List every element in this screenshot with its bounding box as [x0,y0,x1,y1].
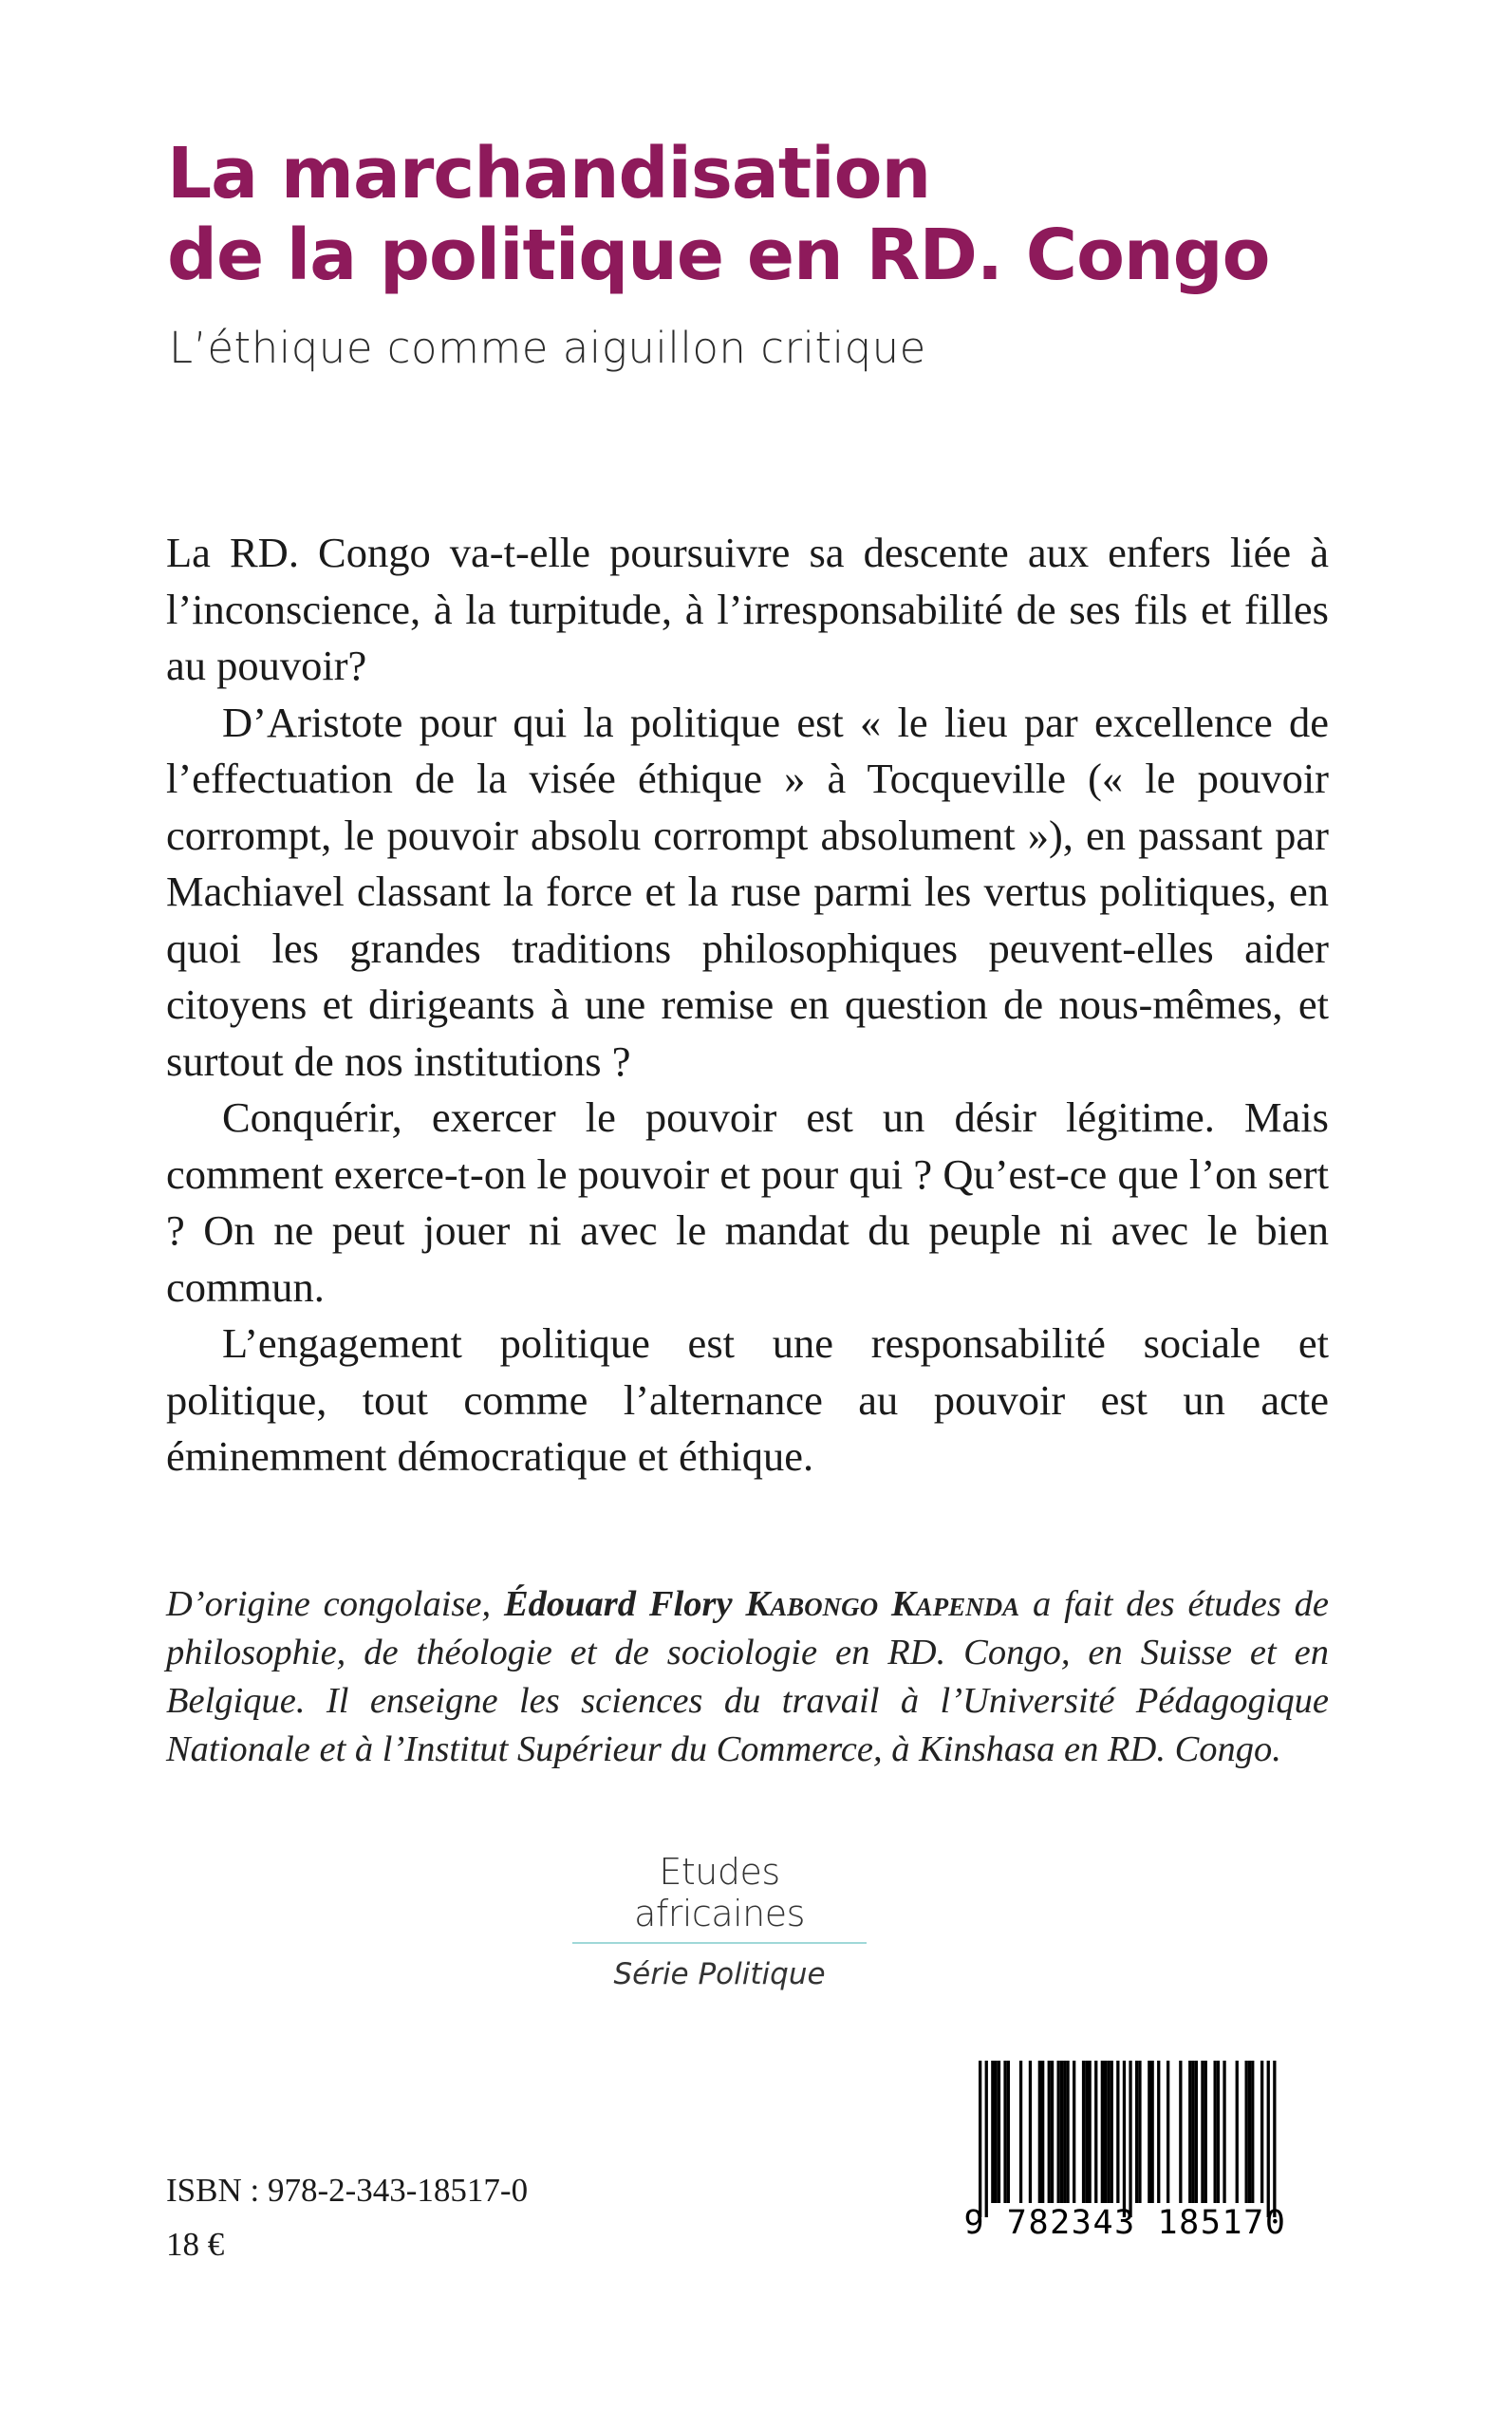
barcode [961,2061,1289,2242]
barcode-bar [1195,2061,1198,2203]
barcode-bar [991,2061,994,2203]
barcode-bar [1273,2061,1276,2217]
barcode-bar [1094,2061,1097,2203]
barcode-bar [1245,2061,1248,2203]
barcode-bar [1123,2061,1126,2217]
barcode-bar [1129,2061,1131,2217]
barcode-bar [1267,2061,1270,2217]
barcode-bar [1248,2061,1251,2203]
barcode-bar [1089,2061,1092,2203]
barcode-bar [1063,2061,1066,2203]
series-subtitle: Série Politique [613,1957,826,1991]
barcode-bar [1191,2061,1194,2203]
barcode-bar [1116,2061,1119,2203]
author-first-name: Édouard Flory [503,1584,746,1624]
barcode-bar [1019,2061,1022,2203]
blurb-paragraph-3: Conquérir, exercer le pouvoir est un désir légitime. Mais comment exerce-t-on le pouvoir et pour qui ? Qu’est-ce que l’on sert ? On ne peut jouer ni avec le mandat du peuple ni avec le bien commun. [166,1093,1329,1311]
book-title [167,133,1269,296]
barcode-bar [1057,2061,1060,2203]
barcode-bar [1201,2061,1204,2203]
series-divider [572,1942,867,1944]
barcode-bar [1217,2061,1220,2203]
barcode-bar [1066,2061,1069,2203]
series-block [572,1851,867,1991]
barcode-bar [1104,2061,1107,2203]
title-line-1: La marchandisation [167,133,931,215]
barcode-bar [1223,2061,1225,2203]
barcode-bar [1007,2061,1010,2203]
isbn: ISBN : 978-2-343-18517-0 [166,2172,529,2209]
price: 18 € [166,2226,225,2263]
barcode-bar [1214,2061,1217,2203]
barcode-bar [1082,2061,1085,2203]
barcode-bar [1179,2061,1182,2203]
barcode-bar [1003,2061,1006,2203]
blurb-paragraph-1: La RD. Congo va-t-elle poursuivre sa descente aux enfers liée à l’inconscience, à la turpitude, à l’irresponsabilité de ses fils et filles au pouvoir? [166,529,1329,689]
barcode-bar [1085,2061,1088,2203]
book-subtitle: L’éthique comme aiguillon critique [169,323,926,373]
title-line-2: de la politique en RD. Congo [167,215,1270,296]
barcode-bar [998,2061,1000,2203]
barcode-bar [1111,2061,1113,2203]
blurb-paragraph-2: D’Aristote pour qui la politique est « le lieu par excellence de l’effectuation de la visée éthique » à Tocqueville (« le pouvoir corrompt, le pouvoir absolu corrompt absolument »), en passant par Machiavel classant la force et la ruse parmi les vertus politiques, en quoi les grandes traditions philosophiques peuvent-elles aider citoyens et dirigeants à une remise en question de nous-mêmes, et surtout de nos institutions ? [166,698,1329,1085]
barcode-bar [1073,2061,1075,2203]
barcode-bar [1048,2061,1051,2203]
barcode-bar [1138,2061,1141,2203]
barcode-bar [1167,2061,1169,2203]
barcode-bar [1236,2061,1239,2203]
barcode-bar [1038,2061,1041,2203]
bio-prefix: D’origine congolaise, [166,1584,504,1624]
barcode-bar [979,2061,981,2217]
barcode-digits: 9 782343 185170 [963,2204,1287,2242]
barcode-bar [1148,2061,1150,2203]
barcode-bar [1051,2061,1054,2203]
barcode-bar [1029,2061,1032,2203]
barcode-bar [1135,2061,1138,2203]
barcode-bar [1260,2061,1263,2203]
bio-text: a fait des études de philosophie, de théologie et de sociologie en RD. Congo, en Suisse et en Belgique. Il enseigne les sciences du travail à l’Université Pédagogique Nationale et à l’Institut Supérieur du Commerce, à Kinshasa en RD. Congo. [166,1584,1330,1769]
blurb-paragraph-4: L’engagement politique est une responsabilité sociale et politique, tout comme l’alternance au pouvoir est un acte éminemment démocratique et éthique. [166,1319,1329,1480]
barcode-bar [1041,2061,1044,2203]
barcode-bar [1157,2061,1160,2203]
author-last-name: Kabongo Kapenda [745,1584,1020,1624]
barcode-bar [1251,2061,1254,2203]
author-bio [166,1580,1329,1774]
barcode-bar [1204,2061,1207,2203]
barcode-bar [1151,2061,1154,2203]
series-name: Etudes africaines [634,1851,805,1934]
barcode-bar [1101,2061,1104,2203]
barcode-bar [995,2061,998,2203]
barcode-bar [985,2061,988,2217]
blurb [166,525,1329,1485]
barcode-bar [1188,2061,1191,2203]
author-name [504,1584,1019,1624]
barcode-bar [1060,2061,1063,2203]
barcode-bar [1107,2061,1110,2203]
